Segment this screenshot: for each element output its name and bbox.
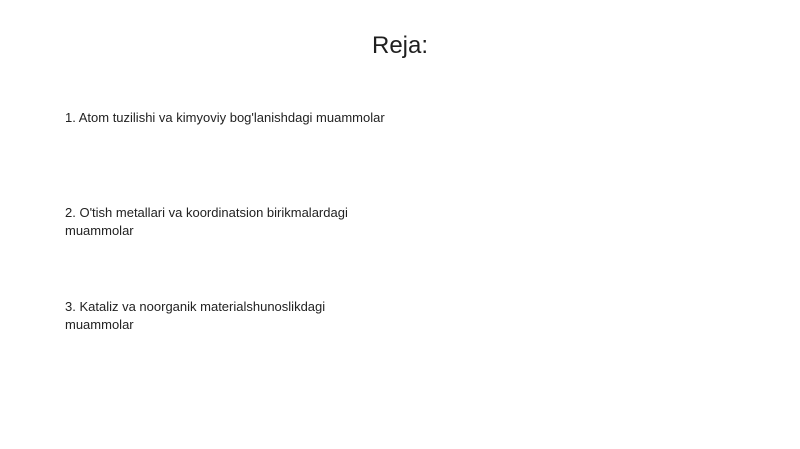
- plan-item-2: 2. O'tish metallari va koordinatsion birikmalardagi muammolar: [65, 205, 348, 238]
- slide-title: Reja:: [371, 32, 429, 59]
- plan-item-1: 1. Atom tuzilishi va kimyoviy bog'lanishdagi muammolar: [65, 110, 385, 125]
- plan-item-3: 3. Kataliz va noorganik materialshunoslikdagi muammolar: [65, 299, 326, 332]
